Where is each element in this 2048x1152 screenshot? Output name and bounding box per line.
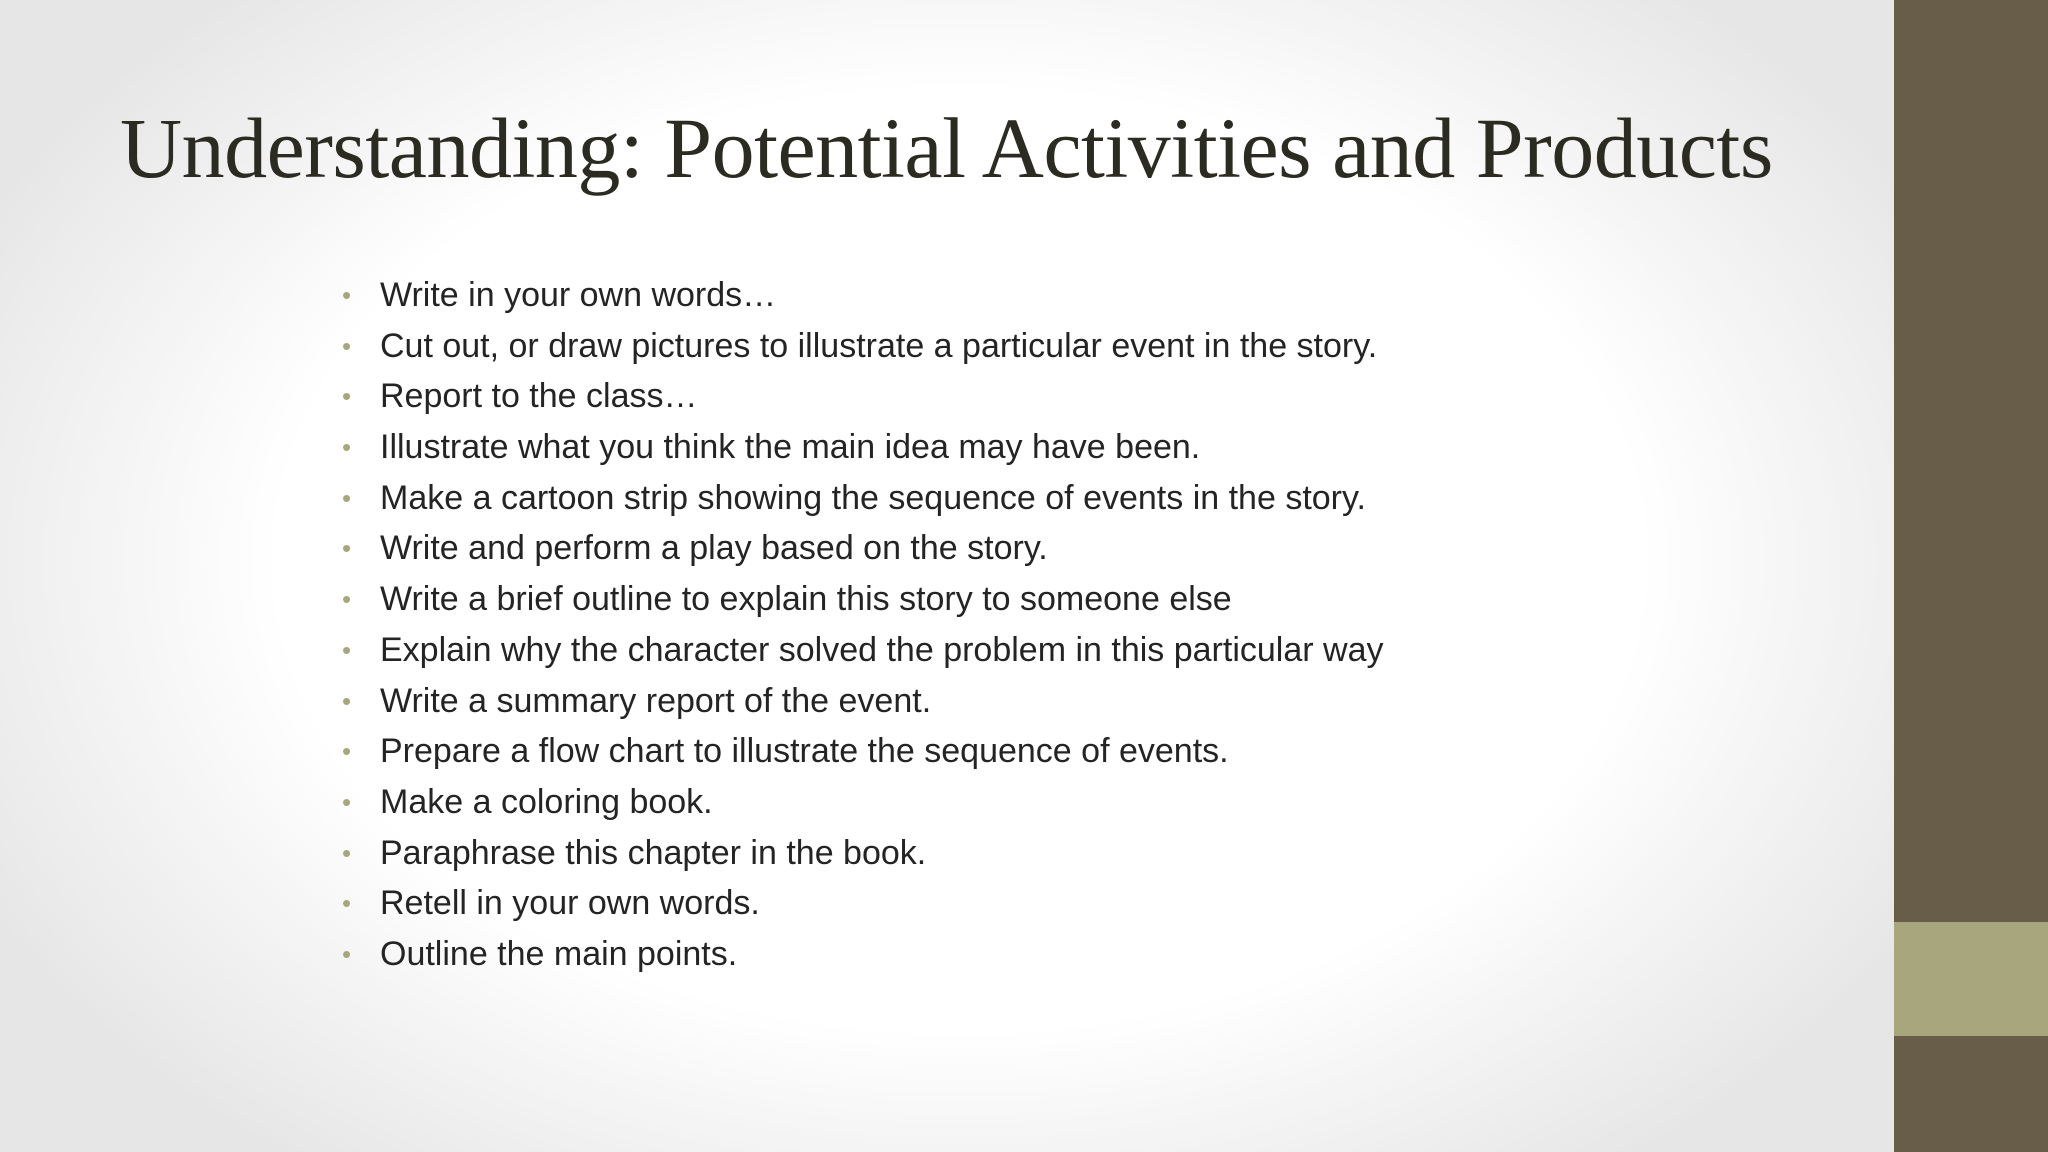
bullet-item — [340, 828, 1840, 879]
bullet-icon: • — [342, 381, 352, 412]
bullet-item — [340, 371, 1840, 422]
bullet-icon: • — [342, 938, 352, 969]
bullet-icon: • — [342, 533, 352, 564]
bullet-text: Write in your own words… — [380, 276, 777, 314]
bullet-icon: • — [342, 330, 352, 361]
bullet-item — [340, 929, 1840, 980]
bullet-text: Retell in your own words. — [380, 884, 760, 923]
bullet-item — [340, 625, 1840, 676]
bullet-text: Prepare a flow chart to illustrate the sequence of events. — [380, 732, 1229, 771]
bullet-text: Paraphrase this chapter in the book. — [380, 833, 927, 872]
bullet-text: Write a summary report of the event. — [380, 681, 932, 720]
slide-title: Understanding: Potential Activities and Products — [120, 100, 1773, 196]
bullet-item — [340, 473, 1840, 524]
side-accent-decoration — [1894, 922, 2048, 1036]
bullet-text: Write and perform a play based on the story. — [380, 529, 1048, 568]
bullet-text: Cut out, or draw pictures to illustrate a particular event in the story. — [380, 326, 1378, 365]
bullet-text: Explain why the character solved the problem in this particular way — [380, 630, 1384, 669]
bullet-text: Make a coloring book. — [380, 782, 713, 821]
bullet-icon: • — [342, 786, 352, 817]
bullet-icon: • — [342, 837, 352, 868]
bullet-text: Illustrate what you think the main idea may have been. — [380, 428, 1201, 467]
bullet-item — [340, 523, 1840, 574]
bullet-icon: • — [342, 432, 352, 463]
bullet-text: Report to the class… — [380, 377, 698, 416]
bullet-item — [340, 574, 1840, 625]
bullet-text: Make a cartoon strip showing the sequence of events in the story. — [380, 478, 1366, 517]
bullet-icon: • — [342, 280, 352, 310]
bullet-icon: • — [342, 482, 352, 513]
bullet-icon: • — [342, 634, 352, 665]
bullet-item — [340, 726, 1840, 777]
bullet-item — [340, 321, 1840, 372]
bullet-item — [340, 777, 1840, 828]
bullet-icon: • — [342, 685, 352, 716]
bullet-item — [340, 422, 1840, 473]
bullet-icon: • — [342, 888, 352, 919]
bullet-icon: • — [342, 584, 352, 615]
bullet-item — [340, 676, 1840, 727]
bullet-item — [340, 878, 1840, 929]
bullet-item — [340, 270, 1840, 321]
bullet-list — [340, 270, 1840, 980]
bullet-text: Write a brief outline to explain this story to someone else — [380, 580, 1232, 619]
bullet-icon: • — [342, 736, 352, 767]
bullet-text: Outline the main points. — [380, 934, 738, 973]
